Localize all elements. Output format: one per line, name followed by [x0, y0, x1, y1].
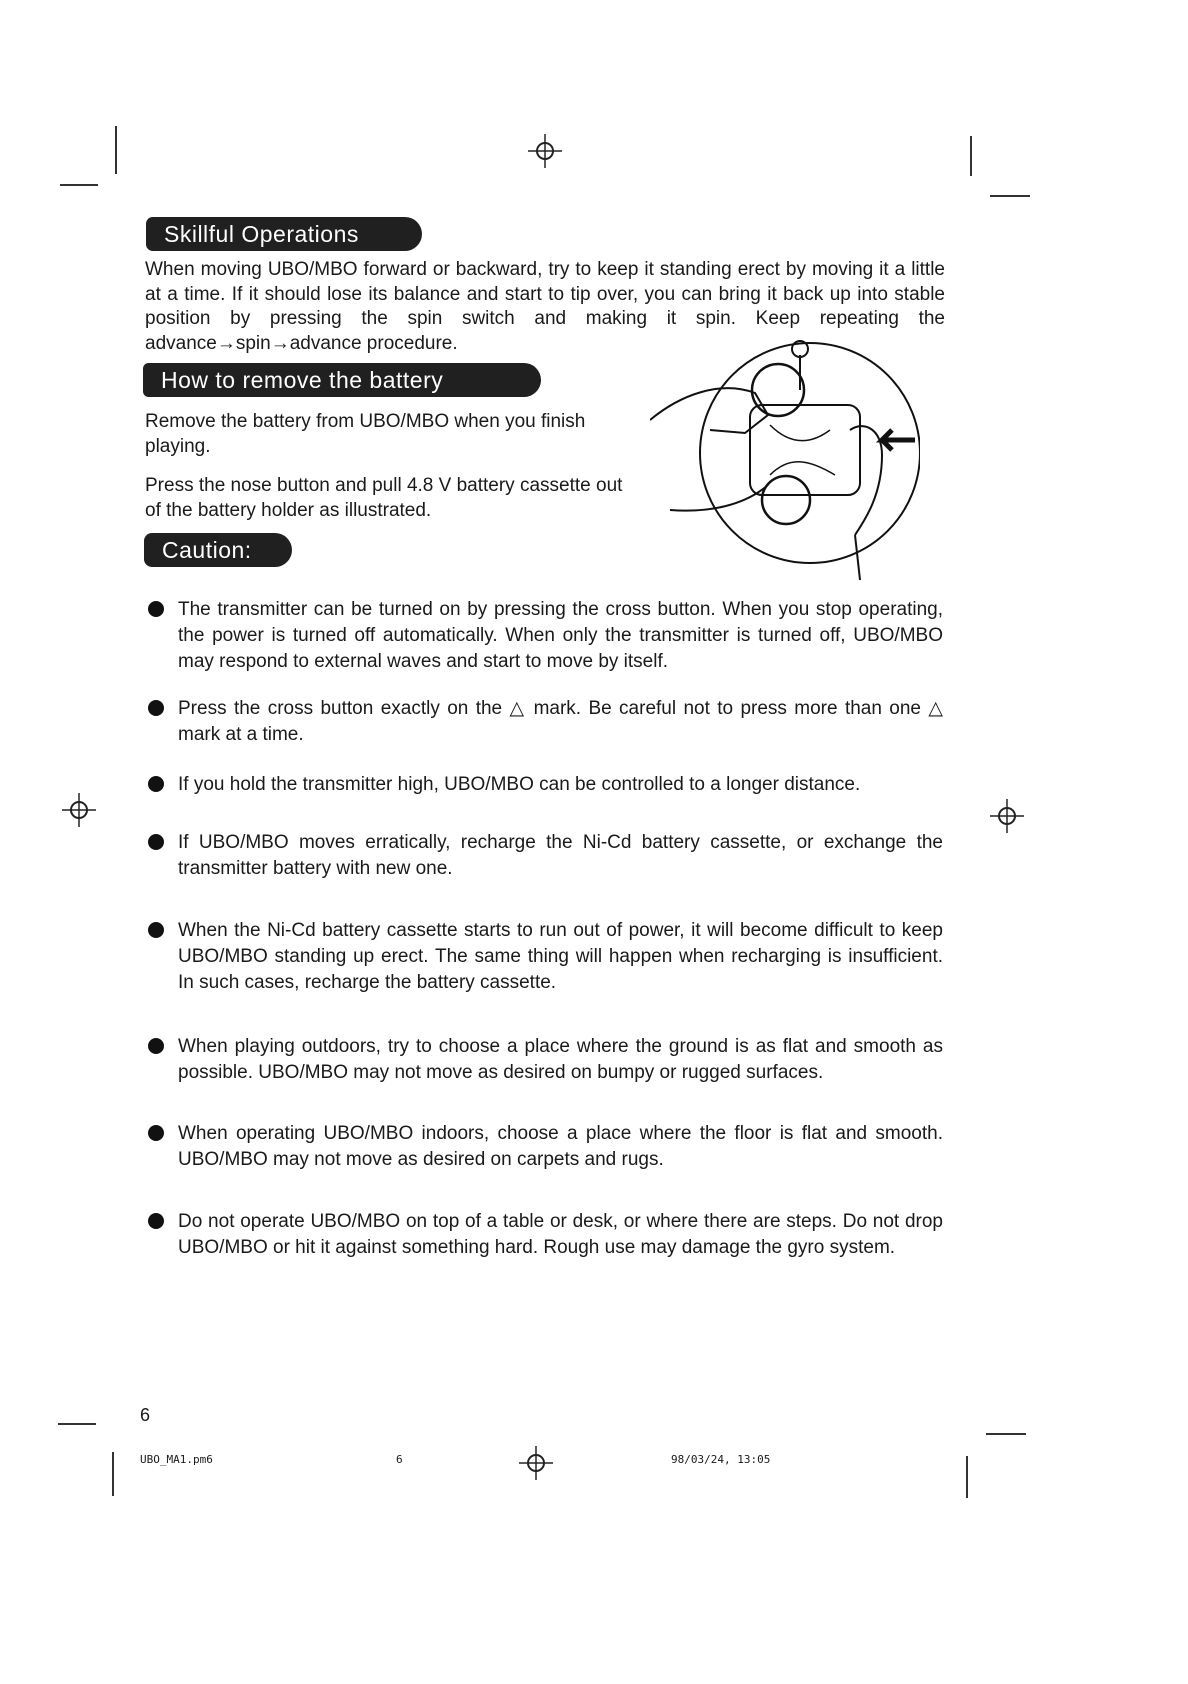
caution-item	[148, 830, 943, 882]
bullet-dot-icon	[148, 1213, 164, 1229]
page-number: 6	[140, 1405, 151, 1425]
caution-item-text: When the Ni-Cd battery cassette starts to run out of power, it will become difficult to keep UBO/MBO standing up erect. The same thing will happen when recharging is insufficient. In such cases, recharge the battery cassette.	[178, 920, 943, 993]
crop-mark	[112, 1452, 114, 1496]
section-heading-remove-battery: How to remove the battery	[143, 363, 541, 397]
caution-item	[148, 696, 943, 748]
caution-item	[148, 918, 943, 996]
crop-mark	[966, 1456, 968, 1498]
caution-item	[148, 597, 943, 675]
footer-page: 6	[396, 1453, 403, 1466]
caution-item-text: When playing outdoors, try to choose a place where the ground is as flat and smooth as possible. UBO/MBO may not move as desired on bumpy or rugged surfaces.	[178, 1036, 943, 1083]
remove-battery-text-1: Remove the battery from UBO/MBO when you finish playing.	[145, 411, 586, 457]
crop-mark	[58, 1423, 96, 1425]
caution-item	[148, 1034, 943, 1086]
bullet-dot-icon	[148, 922, 164, 938]
caution-item-text: If you hold the transmitter high, UBO/MBO can be controlled to a longer distance.	[178, 774, 861, 795]
bullet-dot-icon	[148, 1125, 164, 1141]
bullet-dot-icon	[148, 700, 164, 716]
crop-mark	[970, 136, 972, 176]
bullet-dot-icon	[148, 1038, 164, 1054]
caution-item	[148, 772, 943, 798]
registration-crosshair-icon	[990, 799, 1024, 833]
crop-mark	[986, 1433, 1026, 1435]
section-heading-caution: Caution:	[144, 533, 292, 567]
remove-battery-text-2: Press the nose button and pull 4.8 V battery cassette out of the battery holder as illustrated.	[145, 475, 623, 521]
footer-filename: UBO_MA1.pm6	[140, 1453, 213, 1466]
battery-removal-illustration	[650, 335, 920, 595]
registration-crosshair-icon	[519, 1446, 553, 1480]
caution-item-text: When operating UBO/MBO indoors, choose a place where the floor is flat and smooth. UBO/MBO may not move as desired on carpets and rugs.	[178, 1123, 943, 1170]
bullet-dot-icon	[148, 601, 164, 617]
crop-mark	[115, 126, 117, 174]
registration-crosshair-icon	[528, 134, 562, 168]
caution-item	[148, 1209, 943, 1261]
crop-mark	[60, 184, 98, 186]
caution-item-text: Press the cross button exactly on the △ mark. Be careful not to press more than one △ mark at a time.	[178, 698, 943, 745]
bullet-dot-icon	[148, 834, 164, 850]
skillful-operations-text: When moving UBO/MBO forward or backward, try to keep it standing erect by moving it a little at a time. If it should lose its balance and start to tip over, you can bring it back up into stable position by pressing the spin switch and making it spin. Keep repeating the advance→spin→advance procedure.	[145, 259, 945, 354]
caution-item-text: The transmitter can be turned on by pressing the cross button. When you stop operating, the power is turned off automatically. When only the transmitter is turned off, UBO/MBO may respond to external waves and start to move by itself.	[178, 599, 943, 672]
caution-item-text: If UBO/MBO moves erratically, recharge the Ni-Cd battery cassette, or exchange the transmitter battery with new one.	[178, 832, 943, 879]
footer-timestamp: 98/03/24, 13:05	[671, 1453, 771, 1466]
caution-item	[148, 1121, 943, 1173]
bullet-dot-icon	[148, 776, 164, 792]
section-heading-skillful-operations: Skillful Operations	[146, 217, 422, 251]
caution-item-text: Do not operate UBO/MBO on top of a table or desk, or where there are steps. Do not drop UBO/MBO or hit it against something hard. Rough use may damage the gyro system.	[178, 1211, 943, 1258]
crop-mark	[990, 195, 1030, 197]
registration-crosshair-icon	[62, 793, 96, 827]
